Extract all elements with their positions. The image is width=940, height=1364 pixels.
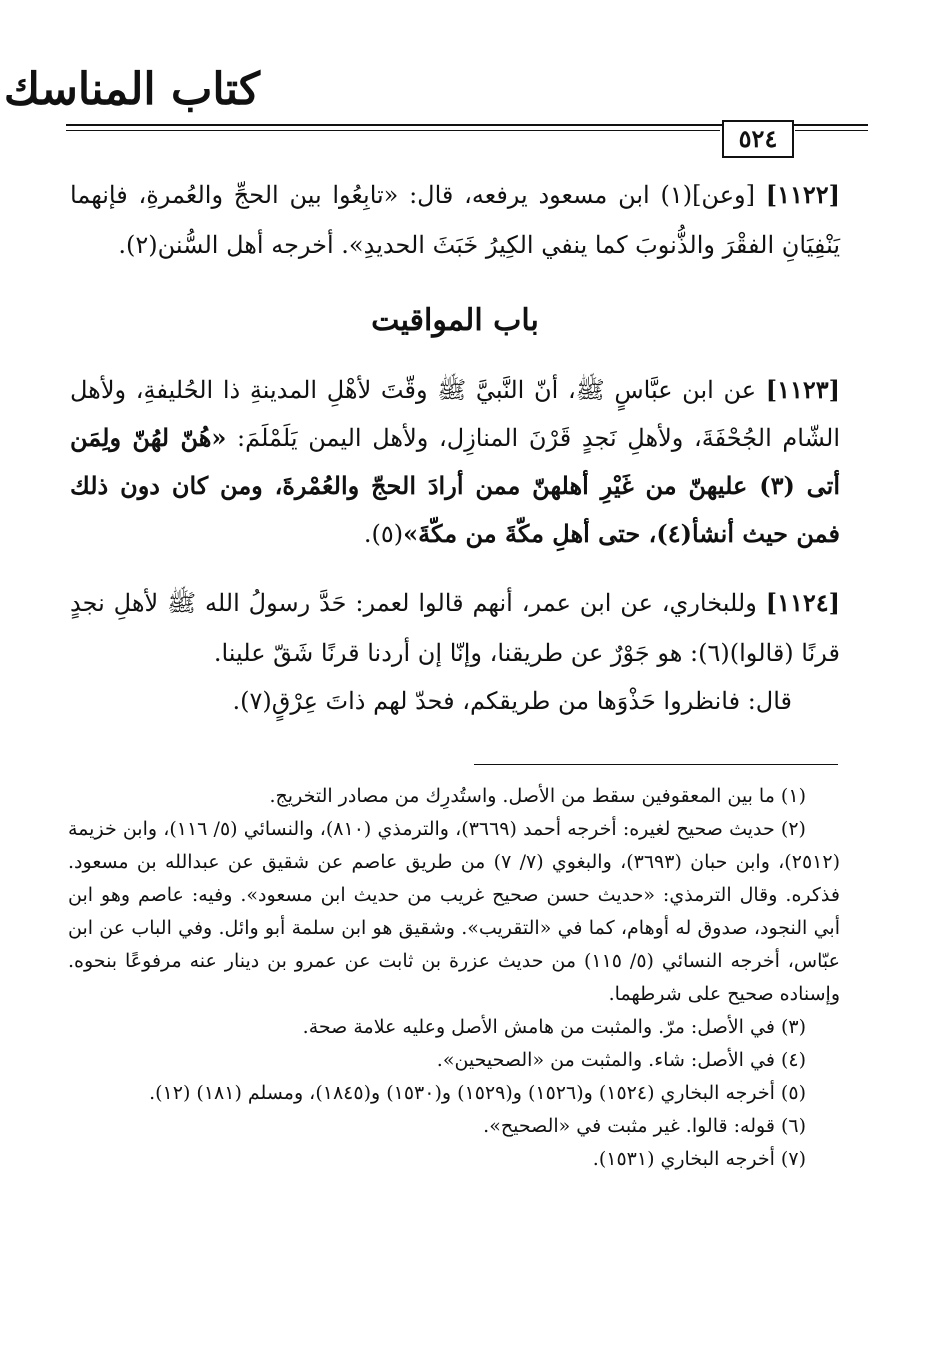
hadith-1124-continuation: قال: فانظروا حَذْوَها من طريقكم، فحدّ لهم ذاتَ عِرْقٍ(٧). bbox=[232, 687, 792, 715]
hadith-1124 bbox=[70, 578, 840, 678]
chapter-heading: باب المواقيت bbox=[371, 303, 539, 338]
header-rule-right bbox=[795, 130, 868, 131]
footnote: (٥) أخرجه البخاري (١٥٢٤) و(١٥٢٦) و(١٥٢٩) و(١٥٣٠) و(١٨٤٥)، ومسلم (١٨١) (١٢). bbox=[149, 1082, 806, 1104]
footnote: (٣) في الأصل: مرّ. والمثبت من هامش الأصل وعليه علامة صحة. bbox=[302, 1016, 806, 1038]
hadith-text: عن ابن عبَّاسٍ ﷺ، أنّ النَّبيَّ ﷺ وقّتَ لأهْلِ المدينةِ ذا الحُليفةِ، ولأهل الشّام الجُحْفَةَ، ولأهلِ نَجدٍ قَرْنَ المنازِل، ولأهل اليمن يَلَمْلَمَ: bbox=[70, 376, 840, 452]
footnote: (٧) أخرجه البخاري (١٥٣١). bbox=[592, 1148, 806, 1170]
header-rule-lower bbox=[66, 130, 720, 131]
hadith-number: [١١٢٢] bbox=[765, 180, 840, 209]
page-number: ٥٢٤ bbox=[722, 120, 794, 158]
hadith-number: [١١٢٤] bbox=[765, 588, 840, 617]
footnote: (١) ما بين المعقوفين سقط من الأصل. واستُدرِك من مصادر التخريج. bbox=[269, 785, 806, 807]
hadith-quote: «هُنّ لهُنّ ولِمَن أتى (٣) عليهنّ من غَيْرِ أهلهنّ ممن أرادَ الحجّ والعُمْرةَ، ومن كان دون ذلك فمن حيث أنشأ(٤)، حتى أهلِ مكّةَ من مكّةَ» bbox=[70, 423, 841, 548]
hadith-number: [١١٢٣] bbox=[765, 375, 841, 404]
footnotes bbox=[68, 780, 840, 1176]
running-title: كتاب المناسك bbox=[3, 64, 260, 115]
hadith-text: [وعن](١) ابن مسعود يرفعه، قال: «تابِعُوا بين الحجِّ والعُمرةِ، فإنهما يَنْفِيَانِ الفقْرَ والذُّنوبَ كما ينفي الكِيرُ خَبَثَ الحديدِ». أخرجه أهل السُّنن(٢). bbox=[70, 181, 840, 259]
footnote: (٦) قوله: قالوا. غير مثبت في «الصحيح». bbox=[483, 1115, 806, 1137]
footnote: (٢) حديث صحيح لغيره: أخرجه أحمد (٣٦٦٩)، والترمذي (٨١٠)، والنسائي (٥/ ١١٦)، وابن خزيمة (٢٥١٢)، وابن حبان (٣٦٩٣)، والبغوي (٧/ ٧) من طريق عاصم عن شقيق عن عبدالله بن مسعود. فذكره. وقال الترمذي: «حديث حسن صحيح غريب من حديث ابن مسعود». وفيه: عاصم وهو ابن أبي النجود، صدوق له أوهام، كما في «التقريب». وشقيق هو ابن سلمة أبو وائل. وفي الباب عن ابن عبّاس، أخرجه النسائي (٥/ ١١٥) من حديث عزرة بن ثابت عن عمرو بن دينار عنه مرفوعًا بنحوه. وإسناده صحيح على شرطهما. bbox=[68, 818, 840, 1005]
footnote-separator bbox=[474, 764, 838, 765]
hadith-text-end: (٥). bbox=[363, 520, 404, 548]
hadith-1123 bbox=[70, 366, 840, 558]
footnote: (٤) في الأصل: شاء. والمثبت من «الصحيحين». bbox=[436, 1049, 806, 1071]
hadith-1122 bbox=[70, 170, 840, 270]
hadith-text: وللبخاري، عن ابن عمر، أنهم قالوا لعمر: حَدَّ رسولُ الله ﷺ لأهلِ نجدٍ قرنًا (قالوا)(٦): هو جَوْرٌ عن طريقنا، وإنّا إن أردنا قرنًا شَقّ علينا. bbox=[70, 589, 840, 667]
